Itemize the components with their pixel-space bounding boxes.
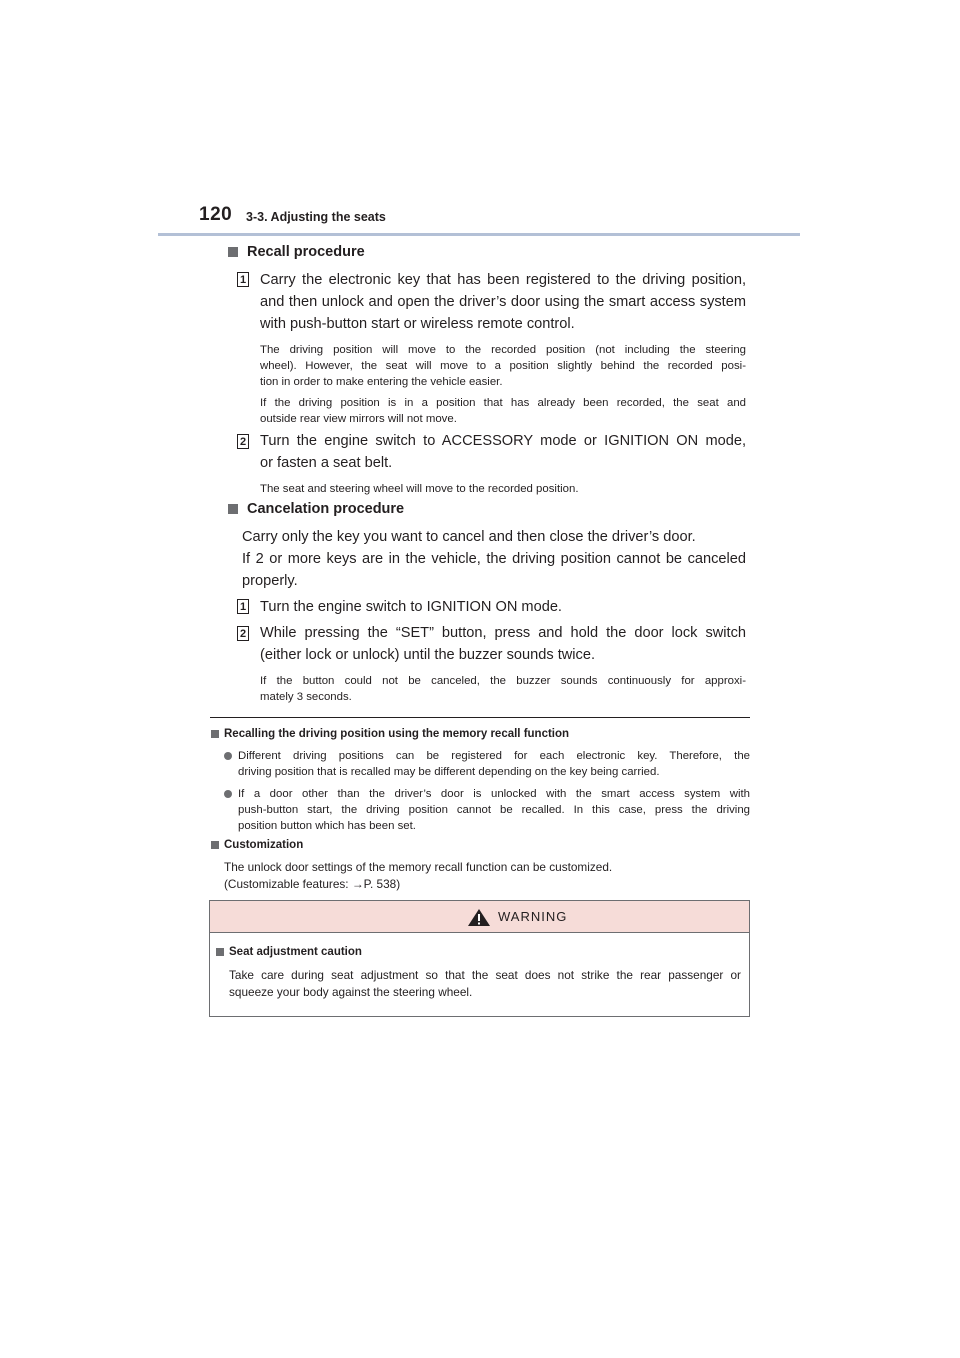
warning-triangle-icon <box>467 908 491 927</box>
recall-step-2: Turn the engine switch to ACCESSORY mode or IGNITION ON mode, or fasten a seat belt. <box>260 433 746 471</box>
square-bullet-icon <box>228 504 238 514</box>
cancel-note: If the button could not be canceled, the buzzer sounds continuously for approxi- mately 3 seconds. <box>260 675 746 703</box>
warning-title: WARNING <box>498 909 568 924</box>
warning-text: Take care during seat adjustment so that the seat does not strike the rear passenger or squeeze your body against the steering wheel. <box>229 968 741 999</box>
step-badge: 2 <box>237 434 249 449</box>
square-bullet-icon <box>228 247 238 257</box>
cancel-intro: Carry only the key you want to cancel and then close the driver’s door. If 2 or more keys are in the vehicle, the driving position cannot be canceled properly. <box>242 529 746 589</box>
info-bullet-2: If a door other than the driver’s door is unlocked with the smart access system with push-button start, the driving position cannot be recalled. In this case, press the driving position button which has been set. <box>224 786 750 834</box>
square-bullet-icon <box>211 841 219 849</box>
cancel-heading: Cancelation procedure <box>228 501 404 517</box>
warning-heading: Seat adjustment caution <box>216 946 362 958</box>
recall-note-3: The seat and steering wheel will move to the recorded position. <box>260 483 579 495</box>
square-bullet-icon <box>216 948 224 956</box>
customization-text: The unlock door settings of the memory recall function can be customized. (Customizable features: →P. 538) <box>224 860 613 891</box>
recall-step-1: Carry the electronic key that has been registered to the driving position, and then unlock and open the driver’s door using the smart access system with push-button start or wireless remote control. <box>260 272 746 332</box>
section-divider <box>210 717 750 718</box>
warning-box <box>209 900 750 1017</box>
bullet-dot-icon <box>224 790 232 798</box>
warning-header <box>210 901 749 933</box>
memory-recall-heading: Recalling the driving position using the memory recall function <box>211 728 569 740</box>
cancel-step-2: While pressing the “SET” button, press and hold the door lock switch (either lock or unlock) until the buzzer sounds twice. <box>260 625 746 663</box>
cancel-step-1: Turn the engine switch to IGNITION ON mode. <box>260 599 562 615</box>
step-badge: 1 <box>237 599 249 614</box>
step-badge: 1 <box>237 272 249 287</box>
step-badge: 2 <box>237 626 249 641</box>
recall-note-1: The driving position will move to the recorded position (not including the steering wheel). However, the seat will move to a position slightly behind the recorded posi- tion in order to make entering the vehicle easier. <box>260 344 746 388</box>
recall-note-2: If the driving position is in a position that has already been recorded, the seat and outside rear view mirrors will not move. <box>260 397 746 425</box>
info-bullet-1: Different driving positions can be registered for each electronic key. Therefore, the driving position that is recalled may be different depending on the key being carried. <box>224 748 750 780</box>
square-bullet-icon <box>211 730 219 738</box>
header-rule <box>158 233 800 236</box>
customization-heading: Customization <box>211 839 303 851</box>
recall-heading: Recall procedure <box>228 244 365 260</box>
section-title: 3-3. Adjusting the seats <box>246 210 386 224</box>
page-number: 120 <box>199 204 233 225</box>
bullet-dot-icon <box>224 752 232 760</box>
